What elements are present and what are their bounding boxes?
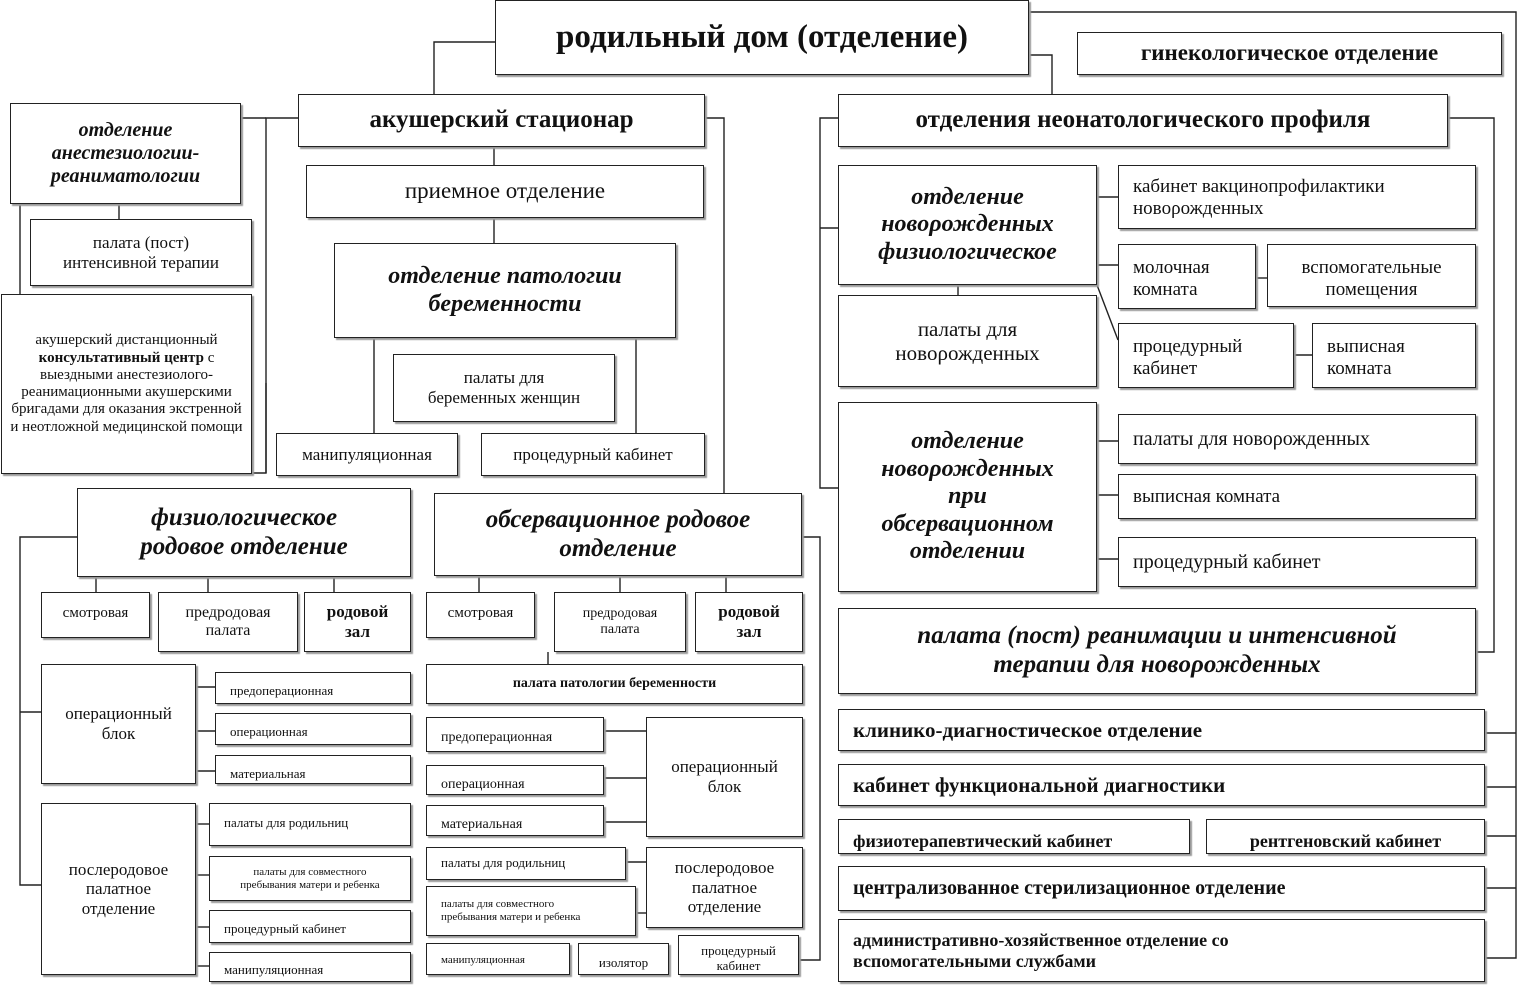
connector-line <box>252 118 298 473</box>
obs-predelivery-box: предродовая палата <box>554 592 686 652</box>
obs-operating-block-box: операционный блок <box>646 717 803 837</box>
consult-bold: консультативный центр <box>38 349 204 366</box>
newborn-observational-box: отделение новορожденных при обсервационном отделении <box>838 402 1097 592</box>
consult-center-box <box>1 294 252 474</box>
obs-isolator-box: изолятор <box>578 943 669 975</box>
anesthesiology-box: отделение анестезиологии- реаниматологии <box>10 103 241 204</box>
obs-exam-box: смотровая <box>426 592 535 638</box>
sterilization-box: централизованное стерилизационное отделение <box>838 866 1485 911</box>
obs-maternity-wards-box: палаты для родильниц <box>426 847 626 880</box>
exam-room-box: смотровая <box>41 592 150 638</box>
obs-operating-box: операционная <box>426 765 604 795</box>
obs-postpartum-box: послеродовое палатное отделение <box>646 847 803 928</box>
operating-block-box: операционный блок <box>41 664 196 784</box>
material-room-box: материальная <box>215 755 411 784</box>
obs-pathology-ward-box: палата патологии беременности <box>426 664 803 704</box>
connector-line <box>705 118 724 493</box>
manipulation-box: манипуляционная <box>276 433 458 476</box>
obs-preop-box: предоперационная <box>426 717 604 752</box>
consult-rest: с выездными анестезиолого-реанимационными акушерскими бригадами для оказания экстренной и неотложной медицинской помощи <box>10 349 243 435</box>
discharge-room-box: выписная комната <box>1312 323 1476 388</box>
gynecology-box: гинекологическое отделение <box>1077 32 1502 75</box>
newborn-procedure-box: процедурный кабинет <box>1118 323 1294 388</box>
obs-procedure-box: процедурный кабинет <box>678 935 799 975</box>
connector-line <box>820 118 838 488</box>
connector-line <box>1097 285 1118 340</box>
admission-box: приемное отделение <box>306 165 704 218</box>
functional-diagnostics-box: кабинет функциональной диагностики <box>838 764 1485 806</box>
maternity-wards-box: палаты для родильниц <box>209 803 411 846</box>
consult-line1: акушерский дистанционный <box>35 332 218 349</box>
procedure-room-box: процедурный кабинет <box>481 433 705 476</box>
nicu-box: палата (пост) реанимации и интенсивной терапии для новορожденных <box>838 608 1476 694</box>
obs-delivery-box: родовой зал <box>695 592 803 652</box>
newborn-obs-wards-box: палаты для новορожденных <box>1118 414 1476 464</box>
newborn-obs-procedure-box: процедурный кабинет <box>1118 537 1476 587</box>
maternity-hospital-box: родильный дом (отделение) <box>495 0 1029 75</box>
connector-line <box>434 42 495 94</box>
pregnant-wards-box: палаты для беременных женщин <box>393 354 615 422</box>
physiotherapy-box: физиотерапевтический кабинет <box>838 819 1190 854</box>
physiological-birth-box: физиологическое родовое отделение <box>77 488 411 577</box>
observational-birth-box: обсервационное родовое отделение <box>434 493 802 576</box>
neonatal-departments-box: отделения неонатологического профиля <box>838 94 1448 147</box>
manipulation2-box: манипуляционная <box>209 952 411 982</box>
pregnancy-pathology-box: отделение патологии беременности <box>334 243 676 338</box>
newborn-physiological-box: отделение новορожденных физиологическое <box>838 165 1097 285</box>
newborn-obs-discharge-box: выписная комната <box>1118 474 1476 519</box>
postpartum-box: послеродовое палатное отделение <box>41 803 196 975</box>
vaccination-cabinet-box: кабинет вакцинопрофилактики новορожденных <box>1118 165 1476 229</box>
connector-line <box>1029 55 1052 94</box>
joint-stay-box: палаты для совместного пребывания матери и ребенка <box>209 856 411 901</box>
preop-box: предоперационная <box>215 672 411 704</box>
newborn-wards-box: палаты для новορожденных <box>838 295 1097 387</box>
predelivery-box: предродовая палата <box>158 592 298 652</box>
icu-ward-box: палата (пост) интенсивной терапии <box>30 219 252 286</box>
obstetric-hospital-box: акушерский стационар <box>298 94 705 147</box>
obs-joint-stay-box: палаты для совместного пребывания матери и ребенка <box>426 886 636 936</box>
operating-room-box: операционная <box>215 713 411 745</box>
obs-manipulation-box: манипуляционная <box>426 943 570 975</box>
clinical-diagnostic-box: клинико-диагностическое отделение <box>838 709 1485 751</box>
procedure-cabinet-box: процедурный кабинет <box>209 910 411 943</box>
consult-center-text <box>6 332 247 436</box>
xray-box: рентгеновский кабинет <box>1206 819 1485 854</box>
administrative-box: административно-хозяйственное отделение со вспомогательными службами <box>838 919 1485 982</box>
milk-room-box: молочная комната <box>1118 244 1256 309</box>
delivery-room-box: родовой зал <box>304 592 411 652</box>
auxiliary-rooms-box: вспомогательные помещения <box>1267 244 1476 307</box>
obs-material-box: материальная <box>426 805 604 836</box>
